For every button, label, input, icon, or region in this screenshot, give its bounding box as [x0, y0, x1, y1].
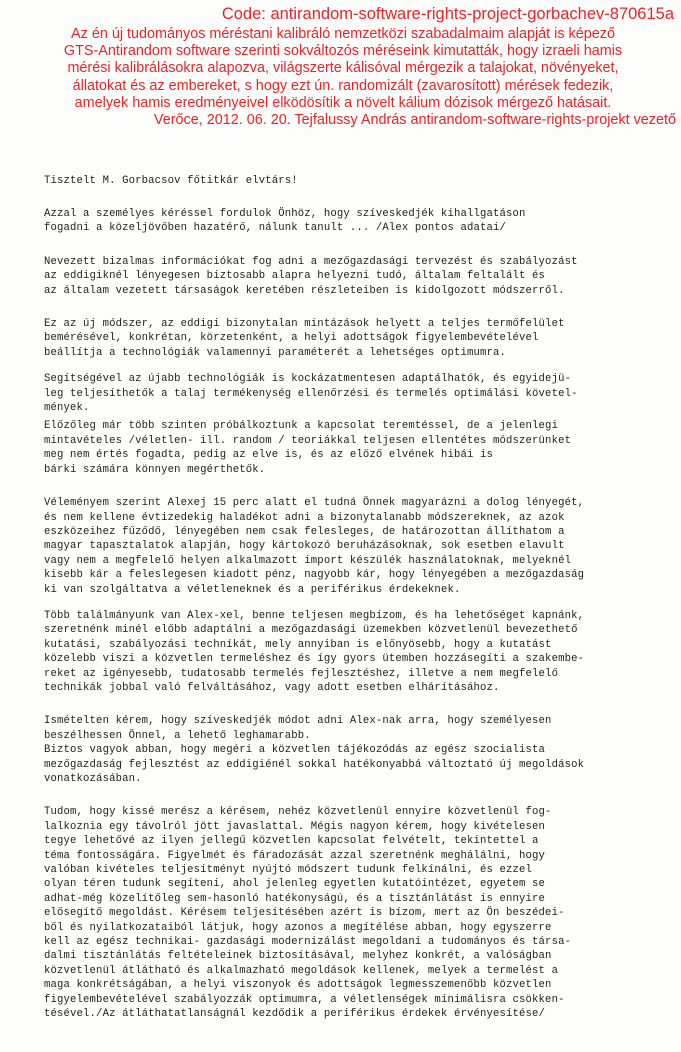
- text-line: beállítja a technológiák valamennyi paraméterét a lehetséges optimumra.: [44, 346, 507, 359]
- text-line: vonatkozásában.: [44, 773, 142, 785]
- text-line: ből és nyilatkozataiból látjuk, hogy azonos a megítélése abban, hogy egyszerre: [44, 921, 552, 934]
- paragraph-information: [44, 255, 674, 298]
- text-line: Ismételten kérem, hogy szíveskedjék módot adni Alex-nak arra, hogy személyesen: [44, 715, 552, 728]
- text-line: magyar tapasztalatok alapján, hogy kártokozó beruházásoknak, sok esetben elavult: [44, 540, 565, 553]
- text-line: az általam vezetett társaságok keretében részleteiben is kidolgozott módszerről.: [44, 284, 565, 297]
- text-line: kutatási, szabályozási techníkát, mely annyiban is előnyösebb, hogy a kutatást: [44, 638, 552, 651]
- text-line: Nevezett bizalmas információkat fog adni a mezőgazdasági tervezést és szabályozást: [44, 255, 578, 268]
- text-line: az eddigiknél lényegesen biztosabb alapra helyezni tudó, általam feltalált és: [44, 270, 546, 283]
- text-line: ki van szolgáltatva a véletleneknek és a periférikus érdekeknek.: [44, 583, 461, 596]
- text-line: téma fontosságára. Figyelmét és fáradozását azzal szeretnénk meghálálni, hogy: [44, 849, 546, 862]
- paragraph-technology: [44, 372, 674, 415]
- text-line: fogadni a közeljövőben hazatérő, nálunk tanult ... /Alex pontos adatai/: [44, 222, 507, 235]
- text-line: kisebb kár a feleslegesen kiadott pénz, nagyobb kár, hogy lényegében a mezőgazdaság: [44, 569, 585, 582]
- text-line: adhat-még közelítőleg sem-hasonló hatékonyságú, és a tisztánlátást is ennyire: [44, 892, 546, 905]
- text-line: beszélhessen Önnel, a lehető leghamarabb.: [44, 729, 311, 742]
- document-code: Code: antirandom-software-rights-project-gorbachev-870615a: [221, 5, 674, 23]
- text-line: mények.: [44, 402, 90, 415]
- text-line: maga konkrétságában, a helyi viszonyok és adottságok legmesszemenőbb közvetlen: [44, 979, 552, 992]
- text-line: olyan téren tudunk segíteni, ahol jelenleg egyetlen kutatóintézet, egyetem se: [44, 878, 546, 891]
- text-line: tésével./Az átláthatatlanságnál kezdődik a periférikus érdekek érvényesítése/: [44, 1008, 546, 1021]
- letter-salutation: Tisztelt M. Gorbacsov főtitkár elvtárs!: [44, 175, 298, 187]
- text-line: lalkoznia egy távolról jött javaslattal. Mégis nagyon kérem, hogy kivételesen: [44, 820, 546, 833]
- notice-line: állatokat és az embereket, s hogy ezt ún. randomizált (zavarosított) mérések fedezik,: [72, 77, 614, 94]
- text-line: bemérésével, konkrétan, körzetenként, a helyi adottságok figyelembevételével: [44, 332, 539, 345]
- header-notice: [0, 26, 676, 112]
- text-line: mintavételes /véletlen- ill. random / teoriákkal teljesen ellentétes módszerünket: [44, 434, 572, 447]
- text-line: vagy nem a megfelelő helyen alkalmazott import készülék használatoknak, melyeknél: [44, 554, 572, 567]
- paragraph-request: [44, 207, 674, 236]
- paragraph-closing: [44, 805, 674, 1021]
- paragraph-opinion: [44, 496, 674, 597]
- text-line: Előzőleg már több szinten próbálkoztunk a kapcsolat teremtéssel, de a jelenlegi: [44, 420, 559, 433]
- text-line: kell az egész technikai- gazdasági modernizálást megoldani a tudományos és társa-: [44, 936, 572, 949]
- notice-line: amelyek hamis eredményeivel elködösítik a növelt kálium dózisok mérgező hatásait.: [74, 94, 612, 111]
- text-line: Biztos vagyok abban, hogy megéri a közvetlen tájékozódás az egész szocialista: [44, 744, 546, 757]
- text-line: Segítségével az újabb technológiák is kockázatmentesen adaptálhatók, és egyidejü-: [44, 373, 572, 386]
- header-signature: Verőce, 2012. 06. 20. Tejfalussy András antirandom-software-rights-projekt vezető: [153, 112, 676, 129]
- text-line: közelebb viszi a közvetlen termeléshez és így gyors ütemben hozzásegíti a szakembe-: [44, 653, 585, 666]
- notice-line: Az én új tudományos méréstani kalibráló nemzetközi szabadalmaim alapját is képező: [71, 26, 615, 42]
- text-line: technikák jobbal való felváltásához, vagy adott esetben elhárításához.: [44, 681, 500, 694]
- text-line: elősegítő megoldást. Kérésem teljesítésében azért is bízom, mert az Ön beszédei-: [44, 907, 565, 920]
- text-line: Azzal a személyes kéréssel fordulok Önhöz, hogy szíveskedjék kihallgatáson: [44, 208, 526, 220]
- paragraph-inventions: [44, 609, 674, 695]
- text-line: figyelembevételével szabályozzák optimumra, a véletlenségek minimálisra csökken-: [44, 993, 565, 1006]
- text-line: reket az igényesebb, tudatosabb termelés fejlesztéshez, illetve a nem megfelelő: [44, 667, 559, 680]
- text-line: Tudom, hogy kissé merész a kérésem, nehéz közvetlenül ennyire közvetlenül fog-: [44, 806, 552, 819]
- paragraph-repeated-request: [44, 714, 674, 743]
- text-line: közvetlenül átlátható és alkalmazható megoldások kellenek, melyek a termelést a: [44, 964, 559, 977]
- text-line: tegye lehetővé az ilyen jellegű közvetlen kapcsolat felvételt, tekintettel a: [44, 835, 539, 848]
- text-line: mezőgazdaság fejlesztést az eddigiénél sokkal hatékonyabbá változtató új megoldások: [44, 758, 585, 771]
- text-line: leg teljesíthetők a talaj termékenység ellenőrzési és termelés optimálási követel-: [44, 387, 578, 400]
- text-line: és nem kellene évtizedekig haladékot adni a bizonytalanabb módszereknek, az azok: [44, 511, 565, 524]
- text-line: szeretnénk minél előbb adaptálni a mezőgazdasági üzemekben közvetlenül bevezethető: [44, 624, 578, 637]
- paragraph-confidence: [44, 743, 674, 786]
- text-line: Véleményem szerint Alexej 15 perc alatt el tudná Önnek magyarázni a dolog lényegét,: [44, 497, 585, 510]
- text-line: valóban kivételes teljesítményt nyújtó módszert tudunk felkínálni, és ezzel: [44, 864, 533, 877]
- paragraph-method: [44, 317, 674, 360]
- text-line: eszközeihez fűződő, lényegében nem csak felesleges, de határozottan állíthatom a: [44, 525, 565, 538]
- notice-line: mérési kalibrálásokra alapozva, világszerte kálisóval mérgezik a talajokat, növényeket,: [67, 60, 619, 77]
- text-line: dalmi tisztánlátás feltételeinek biztosításával, melyhez konkrét, a valóságban: [44, 950, 552, 963]
- text-line: meg nem értés fogadta, pedig az elve is, és az előző elvének hibái is: [44, 449, 494, 462]
- paragraph-previous-attempts: [44, 419, 674, 477]
- header-annotation: [0, 4, 676, 129]
- text-line: bárki számára könnyen megérthetők.: [44, 463, 266, 476]
- letter-body: [44, 162, 674, 1022]
- notice-line: GTS-Antirandom software szerinti sokváltozós méréseink kimutatták, hogy izraeli hamis: [63, 43, 623, 60]
- text-line: Ez az új módszer, az eddigi bizonytalan mintázások helyett a teljes termőfelület: [44, 318, 565, 331]
- text-line: Több találmányunk van Alex-xel, benne teljesen megbízom, és ha lehetőséget kapnánk,: [44, 609, 585, 622]
